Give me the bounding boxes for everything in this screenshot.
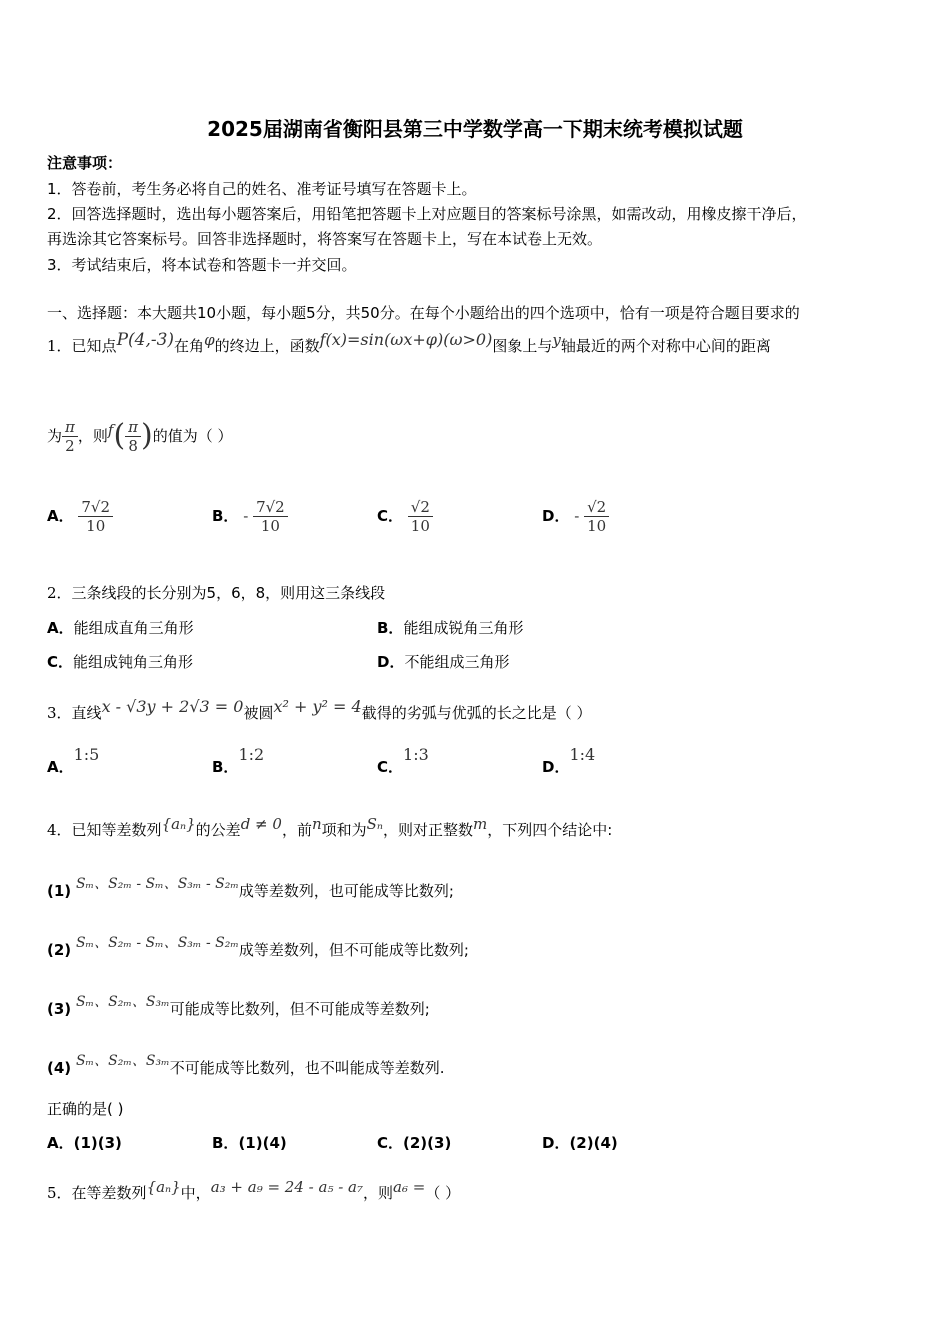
option-text: 1:5 xyxy=(73,745,100,764)
q2-option-a[interactable] xyxy=(47,617,194,638)
option-label: C． xyxy=(377,507,404,525)
option-label: B． xyxy=(212,1134,239,1152)
fraction-denominator: 10 xyxy=(86,517,106,535)
notice-item: 3．考试结束后，将本试卷和答题卡一并交回。 xyxy=(47,256,357,274)
statement-4 xyxy=(47,1050,444,1078)
sequence-expr: {aₙ} xyxy=(161,815,196,833)
q3-option-b[interactable] xyxy=(212,745,264,777)
fraction-numerator: 7√2 xyxy=(253,498,288,517)
statement-text: 成等差数列，也可能成等比数列; xyxy=(238,882,454,900)
option-text: 能组成钝角三角形 xyxy=(73,653,194,671)
question-text: 截得的劣弧与优弧的长之比是（ ） xyxy=(361,704,592,722)
option-text: 1:3 xyxy=(403,745,429,764)
question-text: 中， xyxy=(180,1184,211,1202)
notice-heading: 注意事项： xyxy=(47,154,123,172)
q4-option-d[interactable] xyxy=(542,1132,618,1153)
question-text: ，则 xyxy=(363,1184,394,1202)
sum-expr: Sₙ xyxy=(366,815,383,833)
question-text: 在等差数列 xyxy=(71,1184,147,1202)
difference-expr: d ≠ 0 xyxy=(240,815,282,833)
option-text: 能组成锐角三角形 xyxy=(403,619,524,637)
question-number: 4． xyxy=(47,821,72,839)
q3-option-a[interactable] xyxy=(47,745,99,777)
q2-option-c[interactable] xyxy=(47,651,193,672)
option-text: 1:2 xyxy=(238,745,265,764)
equation-expr: a₃ + a₉ = 24 - a₅ - a₇ xyxy=(210,1178,364,1196)
option-text: (1)(4) xyxy=(238,1134,287,1152)
q1-text: 的终边上，函数 xyxy=(214,337,320,355)
q1-option-b[interactable] xyxy=(212,498,288,535)
option-label: B． xyxy=(377,619,404,637)
paren-left: ( xyxy=(113,418,126,453)
option-label: A． xyxy=(47,1134,74,1152)
section-heading: 一、选择题：本大题共10小题，每小题5分，共50分。在每个小题给出的四个选项中，恰有一项是符合题目要求的 xyxy=(47,304,800,322)
option-label: C． xyxy=(377,1134,404,1152)
option-label: C． xyxy=(377,758,404,776)
notice-item: 再选涂其它答案标号。回答非选择题时，将答案写在答题卡上，写在本试卷上无效。 xyxy=(47,230,603,248)
fraction-numerator: √2 xyxy=(584,498,609,517)
option-label: D． xyxy=(377,653,405,671)
q1-option-d[interactable] xyxy=(542,498,609,535)
m-expr: m xyxy=(473,815,488,833)
option-fraction xyxy=(78,498,113,535)
question-text: 直线 xyxy=(71,704,102,722)
question-4-prompt: 正确的是( ) xyxy=(47,1100,124,1118)
fraction-denominator: 10 xyxy=(260,517,280,535)
a6-expr: a₆ = xyxy=(393,1178,426,1196)
circle-expr: x² + y² = 4 xyxy=(273,697,362,716)
notice-item: 2．回答选择题时，选出每小题答案后，用铅笔把答题卡上对应题目的答案标号涂黑，如需改动，用橡皮擦干净后， xyxy=(47,205,807,223)
option-sign: - xyxy=(574,507,580,525)
question-text: 已知等差数列 xyxy=(71,821,162,839)
q1-text: 的值为（ ） xyxy=(152,427,233,445)
option-fraction xyxy=(408,498,433,535)
point-expr: P(4,-3) xyxy=(116,330,175,350)
statement-3 xyxy=(47,991,430,1019)
statement-text: 不可能成等比数列，也不叫能成等差数列. xyxy=(169,1059,445,1077)
option-text: (1)(3) xyxy=(73,1134,122,1152)
q1-text: 图象上与 xyxy=(492,337,553,355)
fraction-denominator: 10 xyxy=(587,517,607,535)
statement-label: (4) xyxy=(47,1059,72,1077)
angle-expr: φ xyxy=(204,331,215,349)
n-expr: n xyxy=(311,815,322,833)
option-text: 1:4 xyxy=(569,745,596,764)
fraction-numerator: π xyxy=(62,418,78,437)
function-expr: f(x)=sin(ωx+φ)(ω>0) xyxy=(319,330,493,349)
q4-option-b[interactable] xyxy=(212,1132,287,1153)
fraction-numerator: 7√2 xyxy=(78,498,113,517)
question-5 xyxy=(47,1178,460,1203)
option-fraction xyxy=(584,498,609,535)
option-text: (2)(3) xyxy=(403,1134,452,1152)
question-2 xyxy=(47,582,385,603)
statement-expr: Sₘ、S₂ₘ、S₃ₘ xyxy=(75,1053,170,1069)
q2-option-b[interactable] xyxy=(377,617,523,638)
option-label: D． xyxy=(542,507,570,525)
q1-text: ，则 xyxy=(77,427,108,445)
question-number: 3． xyxy=(47,704,72,722)
statement-text: 成等差数列，但不可能成等比数列; xyxy=(238,941,469,959)
question-text: 被圆 xyxy=(243,704,274,722)
question-text: ，前 xyxy=(281,821,312,839)
statement-1 xyxy=(47,873,454,901)
question-text: 的公差 xyxy=(195,821,241,839)
fraction-numerator: π xyxy=(125,418,141,437)
question-number: 2． xyxy=(47,584,72,602)
question-text: （ ） xyxy=(425,1184,461,1202)
option-label: D． xyxy=(542,758,570,776)
q1-text: 为 xyxy=(47,427,63,445)
question-number: 5． xyxy=(47,1184,72,1202)
statement-expr: Sₘ、S₂ₘ、S₃ₘ xyxy=(75,994,170,1010)
q1-text: 轴最近的两个对称中心间的距离 xyxy=(560,337,771,355)
question-text: 项和为 xyxy=(321,821,367,839)
statement-label: (3) xyxy=(47,1000,72,1018)
q1-option-c[interactable] xyxy=(377,498,433,535)
question-text: 三条线段的长分别为5，6，8，则用这三条线段 xyxy=(71,584,386,602)
option-label: A． xyxy=(47,619,74,637)
question-4 xyxy=(47,815,612,840)
axis-expr: y xyxy=(552,331,561,349)
sequence-expr: {aₙ} xyxy=(146,1178,181,1196)
fraction-denominator: 10 xyxy=(410,517,430,535)
statement-expr: Sₘ、S₂ₘ - Sₘ、S₃ₘ - S₂ₘ xyxy=(75,876,239,892)
statement-label: (1) xyxy=(47,882,72,900)
option-label: D． xyxy=(542,1134,570,1152)
question-1 xyxy=(47,330,771,356)
question-3 xyxy=(47,697,592,723)
fraction-distance xyxy=(62,418,78,455)
q1-text: 已知点 xyxy=(71,337,117,355)
question-text: ，下列四个结论中: xyxy=(487,821,613,839)
q1-option-a[interactable] xyxy=(47,498,113,535)
function-name: f xyxy=(107,421,114,439)
option-text: (2)(4) xyxy=(569,1134,618,1152)
statement-text: 可能成等比数列，但不可能成等差数列; xyxy=(169,1000,430,1018)
option-label: A． xyxy=(47,758,74,776)
option-fraction xyxy=(253,498,288,535)
q2-option-d[interactable] xyxy=(377,651,509,672)
statement-2 xyxy=(47,932,469,960)
option-label: B． xyxy=(212,758,239,776)
page-title: 2025届湖南省衡阳县第三中学数学高一下期末统考模拟试题 xyxy=(207,117,743,141)
question-text: ，则对正整数 xyxy=(383,821,474,839)
statement-expr: Sₘ、S₂ₘ - Sₘ、S₃ₘ - S₂ₘ xyxy=(75,935,239,951)
option-sign: - xyxy=(243,507,249,525)
fraction-denominator: 2 xyxy=(65,437,75,455)
line-expr: x - √3y + 2√3 = 0 xyxy=(101,697,244,716)
q3-option-d[interactable] xyxy=(542,745,595,777)
fraction-arg xyxy=(125,418,141,455)
fraction-denominator: 8 xyxy=(128,437,138,455)
paren-right: ) xyxy=(141,418,153,453)
option-label: B． xyxy=(212,507,239,525)
question-number: 1． xyxy=(47,337,72,355)
q4-option-a[interactable] xyxy=(47,1132,122,1153)
option-label: A． xyxy=(47,507,74,525)
q1-text: 在角 xyxy=(174,337,205,355)
question-1-cont xyxy=(47,418,233,455)
option-label: C． xyxy=(47,653,74,671)
fraction-numerator: √2 xyxy=(408,498,433,517)
statement-label: (2) xyxy=(47,941,72,959)
q3-option-c[interactable] xyxy=(377,745,429,777)
q4-option-c[interactable] xyxy=(377,1132,451,1153)
notice-item: 1．答卷前，考生务必将自己的姓名、准考证号填写在答题卡上。 xyxy=(47,180,477,198)
option-text: 不能组成三角形 xyxy=(404,653,510,671)
option-text: 能组成直角三角形 xyxy=(73,619,194,637)
